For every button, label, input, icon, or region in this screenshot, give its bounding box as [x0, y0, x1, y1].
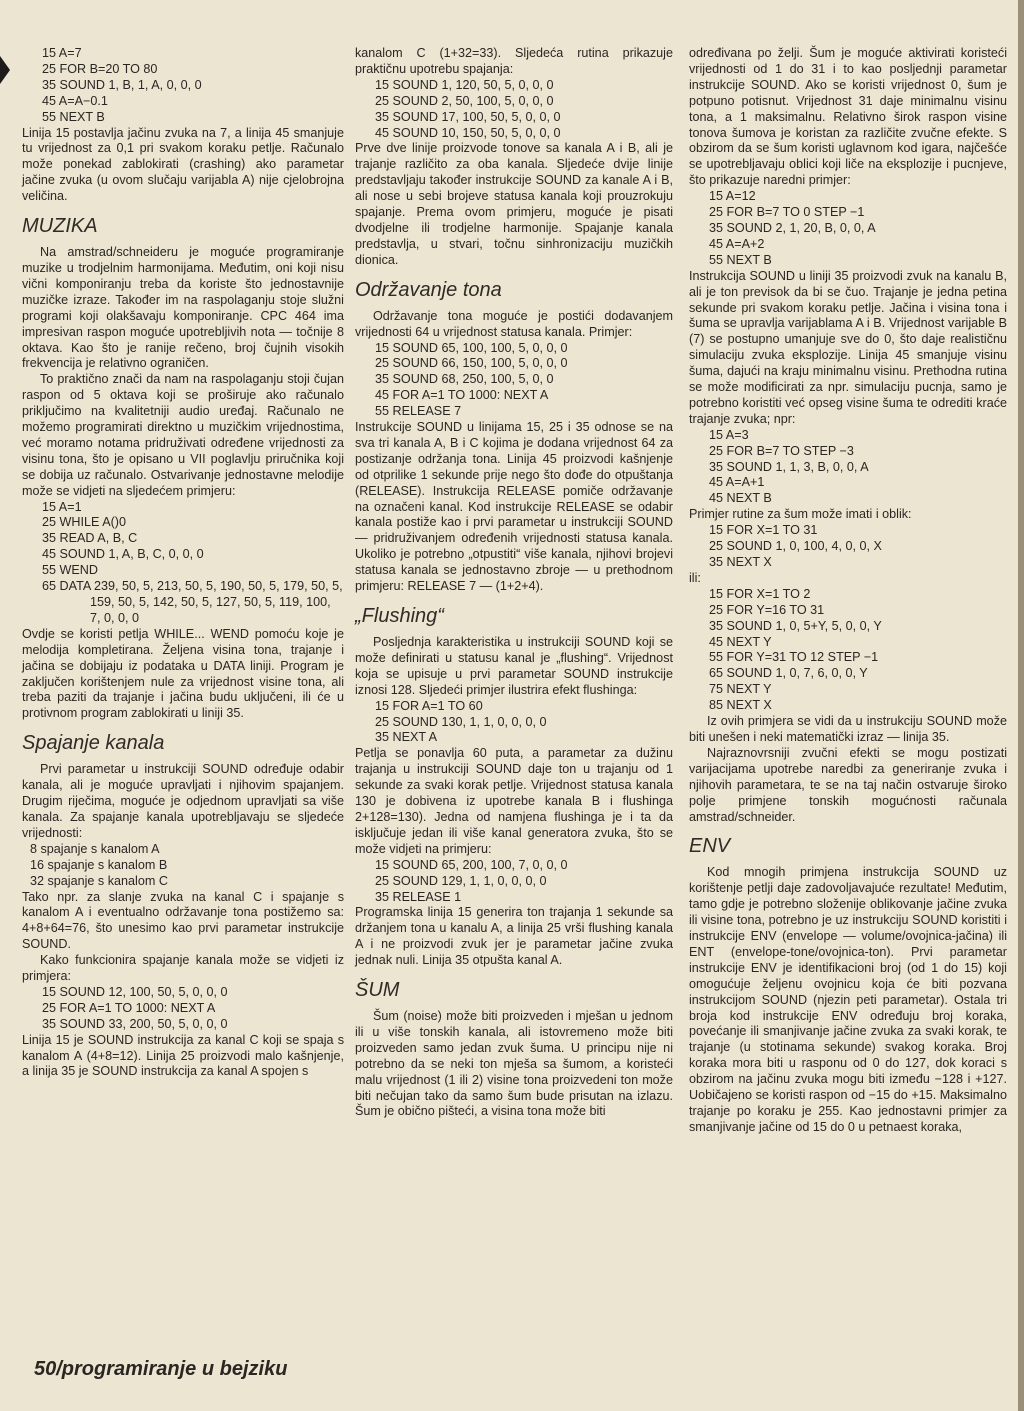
- code-line: 35 RELEASE 1: [375, 889, 462, 904]
- code-line: 55 NEXT B: [709, 252, 772, 267]
- code-line: 55 RELEASE 7: [375, 404, 462, 419]
- heading-spajanje-kanala: Spajanje kanala: [22, 732, 165, 755]
- code-line: 35 SOUND 1, 0, 5+Y, 5, 0, 0, Y: [709, 618, 882, 633]
- code-block-explosion: [689, 189, 1007, 269]
- code-line: 25 WHILE A()0: [42, 515, 126, 530]
- paragraph: Tako npr. za slanje zvuka na kanal C i spajanje s kanalom A i eventualno održavanje tona postižemo sa: 4+8+64=76, što unesimo kao prvi parametar instrukcije SOUND.: [22, 889, 344, 952]
- paragraph: Najraznovrsniji zvučni efekti se mogu postizati varijacijama upotrebe naredbi za generiranje zvuka i njihovih parametara, te se na taj način ostvaruje široko polje primjene tonskih mogućnosti računala amstrad/schneider.: [689, 745, 1007, 824]
- code-line: 45 A=A+2: [709, 236, 765, 251]
- page-edge: [1018, 0, 1024, 1411]
- paragraph: Programska linija 15 generira ton trajanja 1 sekunde sa držanjem tona u kanalu A, a linija 25 vrši flushing kanala A i ne proizvodi zvuk jer je parametar jačine zvuka jednak nuli. Linija 35 otpušta kanal A.: [355, 905, 673, 968]
- paragraph: Prve dve linije proizvode tonove sa kanala A i B, ali je trajanje različito za oba kanala. Sljedeće dvije linije predstavljaju također instrukcije SOUND za kanale A i B, ali nose u sebi brojeve statusa kanala koji prouzrokuju spajanje. Prema ovom primjeru, moguće je pisati dvodjelne ili trodjelne harmonije. Spajanje kanala predstavlja, u stvari, točnu sinhronizaciju muzičkih dionica.: [355, 141, 673, 267]
- code-block-sustain: [355, 341, 673, 421]
- paragraph: Kod mnogih primjena instrukcija SOUND uz korištenje petlji daje zadovoljavajuće rezultate! Međutim, tamo gdje je potrebno složenije oblikovanje jačine zvuka ili visine tona, potrebno je uz instrukciju SOUND koristiti i instrukcije ENV (envelope — volume/ovojnica-jačina) ili ENT (envelope-tone/ovojnica-ton). Prvi parametar instrukcije ENV je identifikacioni broj (od 1 do 15) koji omogućuje željenu ovojnicu koja će biti pozvana instrukcijom SOUND (njezin peti parametar). Ostala tri broja kod instrukcije ENV određuju broj koraka, povećanje ili smanjivanje jačine zvuka za svaki korak, te trajanje (u stotinama sekunde) svakog koraka. Broj koraka mora biti u rasponu od 0 do 127, dok koraci s obzirom na jačinu zvuka mogu biti između −128 i +127. Uobičajeno se koristi raspon od −15 do +15. Maksimalno trajanje po koraku je 255. Kao jednostavni primjer za smanjivanje jačine od 15 do 0 u petnaest koraka,: [689, 865, 1007, 1134]
- code-block-melody: [22, 500, 344, 627]
- code-line: 25 FOR B=7 TO STEP −3: [709, 443, 854, 458]
- code-line: 15 A=12: [709, 189, 756, 204]
- code-line: 25 FOR A=1 TO 1000: NEXT A: [42, 1000, 216, 1015]
- code-line: 65 DATA 239, 50, 5, 213, 50, 5, 190, 50, 5, 179, 50, 5, 159, 50, 5, 142, 50, 5, 127, 50, 5, 119, 100, 7, 0, 0, 0: [42, 579, 343, 625]
- code-block-gunshot: [689, 428, 1007, 508]
- code-block-join-routine: [355, 78, 673, 142]
- page-footer: 50/programiranje u bejziku: [34, 1358, 288, 1380]
- list-item: 16 spajanje s kanalom B: [30, 857, 168, 872]
- paragraph: Šum (noise) može biti proizveden i mješan u jednom ili u više tonskih kanala, ali istovremeno može biti proizveden samo jedan zvuk šuma. U principu nije ni potrebno da se neki ton mješa sa šumom, a koristeći malu vrijednost (1 ili 2) visine tona proizvedeni ton može biti nečujan tako da samo šum bude prisutan na izlazu. Šum je obično pištеći, a visina tona može biti: [355, 1009, 673, 1119]
- code-line: 25 SOUND 1, 0, 100, 4, 0, 0, X: [709, 539, 882, 554]
- page-marker-triangle: [0, 56, 10, 84]
- code-line: 35 SOUND 33, 200, 50, 5, 0, 0, 0: [42, 1016, 228, 1031]
- paragraph: Iz ovih primjera se vidi da u instrukciju SOUND može biti unešen i neki matematički izraz — linija 35.: [689, 714, 1007, 744]
- code-block-noise-1: [689, 523, 1007, 571]
- paragraph: Na amstrad/schneideru je moguće programiranje muzike u trodjelnim harmonijama. Međutim, oni koji nisu vični komponiranju treba da koriste što jednostavnije muzičke izraze. Također im na raspolaganju stoje služni programi koji olakšavaju komponiranje. CPC 464 ima impresivan raspon moguće upotrebljivih nota — točnije 8 oktava. Kao što je ranije rečeno, broj čujnih visokih frekvencija je relativno ograničen.: [22, 245, 344, 371]
- paragraph: Primjer rutine za šum može imati i oblik:: [689, 507, 912, 522]
- code-block-flushing: [355, 699, 673, 747]
- code-line: 45 A=A+1: [709, 475, 765, 490]
- paragraph: Linija 15 je SOUND instrukcija za kanal C koji se spaja s kanalom A (4+8=12). Linija 25 proizvodi malo kašnjenje, a linija 35 je SOUND instrukcija za kanal A spojen s: [22, 1032, 344, 1079]
- code-block-volume-loop: [22, 46, 344, 126]
- code-line: 45 FOR A=1 TO 1000: NEXT A: [375, 388, 549, 403]
- code-line: 15 A=3: [709, 427, 749, 442]
- paragraph: Petlja se ponavlja 60 puta, a parametar za dužinu trajanja u instrukciji SOUND daje ton u trajanju od 1 sekunde za svaki korak petlje. Vrijednost statusa kanala 130 je dobivena iz upotrebe kanala B i flushinga 2+128=130). Jedna od namjena flushinga je i ta da isključuje jedan ili više kanal generatora zvuka, što se može vidjeti na primjeru:: [355, 746, 673, 856]
- paragraph: Ovdje se koristi petlja WHILE... WEND pomoću koje je melodija kompletirana. Željena visina tona, trajanje i jačina se dobijaju iz podataka u DATA liniji. Program je zaključen korištenjem nule za vrijednost visine tona, ali treba paziti da trajanje i jačina budu uključeni, ili će u protivnom program zablokirati u liniji 35.: [22, 626, 344, 721]
- heading-muzika: MUZIKA: [22, 215, 98, 238]
- list-item: 32 spajanje s kanalom C: [30, 873, 168, 888]
- code-line: 25 FOR Y=16 TO 31: [709, 602, 825, 617]
- paragraph: Instrukcija SOUND u liniji 35 proizvodi zvuk na kanalu B, ali je ton previsok da bi se čuo. Trajanje je jedna petina sekunde pri svakom koraku petlje. Jačina i visina tona i šuma se upravlja varijablama A i B. Vrijednost varijable B (7) se postupno umanjuje sve do 0, što daje realističnu simulaciju zvuka eksplozije. Linija 45 smanjuje visinu šuma, dajući na kraju minimalnu visinu. Prethodna rutina se može modificirati za npr. simulaciju pucnja, samo je potrebno koristiti već opseg visine šuma te odrediti kraće trajanje zvuka; npr:: [689, 268, 1007, 426]
- column-1: [22, 46, 344, 1080]
- code-line: 85 NEXT X: [709, 698, 772, 713]
- code-line: 35 SOUND 17, 100, 50, 5, 0, 0, 0: [375, 109, 561, 124]
- paragraph: kanalom C (1+32=33). Sljedeća rutina prikazuje praktičnu upotrebu spajanja:: [355, 46, 673, 76]
- paragraph: To praktično znači da nam na raspolaganju stoji čujan raspon od 5 oktava koji se proširuje ako računalo priključimo na kvalitetniji audio uređaj. Računalo ne možemo programirati direktno u muzičkim vrijednostima, već moramo notama pridruživati određene vrijednosti za visinu tona, što je opisano u VII poglavlju priručnika koji se dobija uz računalo. Ostvarivanje jednostavne melodije može se vidjeti na sljedećem primjeru:: [22, 372, 344, 498]
- heading-env: ENV: [689, 835, 731, 858]
- paragraph: Održavanje tona moguće je postići dodavanjem vrijednosti 64 u vrijednost statusa kanala. Primjer:: [355, 308, 673, 339]
- code-line: 55 WEND: [42, 563, 98, 578]
- code-line: 25 SOUND 130, 1, 1, 0, 0, 0, 0: [375, 714, 547, 729]
- code-line: 75 NEXT Y: [709, 682, 772, 697]
- code-line: 45 NEXT B: [709, 491, 772, 506]
- code-line: 15 FOR A=1 TO 60: [375, 698, 483, 713]
- code-line: 45 SOUND 1, A, B, C, 0, 0, 0: [42, 547, 204, 562]
- code-block-channel-join: [22, 985, 344, 1033]
- code-block-flushing-release: [355, 858, 673, 906]
- code-line: 25 FOR B=20 TO 80: [42, 61, 158, 76]
- heading-sum: ŠUM: [355, 979, 400, 1002]
- heading-flushing: „Flushing“: [355, 605, 444, 627]
- code-line: 35 NEXT X: [709, 555, 772, 569]
- code-line: 15 SOUND 12, 100, 50, 5, 0, 0, 0: [42, 984, 228, 999]
- code-line: 45 A=A−0.1: [42, 93, 108, 108]
- code-line: 45 NEXT Y: [709, 634, 772, 649]
- code-line: 35 READ A, B, C: [42, 531, 138, 546]
- heading-odrzavanje-tona: Održavanje tona: [355, 278, 502, 301]
- channel-values-list: [22, 842, 344, 890]
- column-2: [355, 46, 673, 1120]
- code-line: 35 NEXT A: [375, 730, 438, 745]
- code-line: 25 SOUND 66, 150, 100, 5, 0, 0, 0: [375, 356, 568, 371]
- code-line: 15 SOUND 1, 120, 50, 5, 0, 0, 0: [375, 77, 554, 92]
- code-block-noise-2: [689, 587, 1007, 714]
- paragraph: Instrukcije SOUND u linijama 15, 25 i 35 odnose se na sva tri kanala A, B i C kojima je dodana vrijednost 64 za postizanje održanja tona. Linija 45 proizvodi kašnjenje od otprilike 1 sekunde prije nego što dođe do otpuštanja (RELEASE). Instrukcija RELEASE pomiče održavanje na označeni kanal. Kod instrukcije RELEASE se odabir kanala postiže kao i prvi parametar u instrukciji SOUND — pridruživanjem određenih vrijednosti statusa kanala. Ukoliko je potrebno „otpustiti“ više kanala, njihovi brojevi statusa kanala se jednostavno zbroje — u prethodnom primjeru: RELEASE 7 — (1+2+4).: [355, 420, 673, 594]
- code-line: 15 FOR X=1 TO 2: [709, 586, 811, 601]
- paragraph: Posljednja karakteristika u instrukciji SOUND koji se može definirati u statusu kanal je „flushing“. Vrijednost koja se upisuje u prvi parametar SOUND instrukcije iznosi 128. Sljedeći primjer ilustrira efekt flushinga:: [355, 635, 673, 697]
- code-line: 25 FOR B=7 TO 0 STEP −1: [709, 205, 865, 220]
- code-line: 15 A=1: [42, 499, 82, 514]
- code-line: 45 SOUND 10, 150, 50, 5, 0, 0, 0: [375, 125, 561, 140]
- code-line: 65 SOUND 1, 0, 7, 6, 0, 0, Y: [709, 666, 868, 681]
- code-line: 15 SOUND 65, 100, 100, 5, 0, 0, 0: [375, 340, 568, 355]
- code-line: 55 FOR Y=31 TO 12 STEP −1: [709, 650, 879, 665]
- code-line: 15 SOUND 65, 200, 100, 7, 0, 0, 0: [375, 857, 568, 872]
- code-line: 25 SOUND 2, 50, 100, 5, 0, 0, 0: [375, 93, 554, 108]
- code-line: 55 NEXT B: [42, 109, 105, 124]
- list-item: 8 spajanje s kanalom A: [30, 841, 160, 856]
- paragraph: Prvi parametar u instrukciji SOUND određuje odabir kanala, ali je moguće upravljati i njihovim spajanjem. Drugim riječima, moguće je odjednom upravljati sa više kanala. Za spajanje kanala upotrebljavaju se sljedeće vrijednosti:: [22, 762, 344, 840]
- code-line: 35 SOUND 1, 1, 3, B, 0, 0, A: [709, 459, 869, 474]
- code-line: 25 SOUND 129, 1, 1, 0, 0, 0, 0: [375, 873, 547, 888]
- code-line: 35 SOUND 1, B, 1, A, 0, 0, 0: [42, 77, 202, 92]
- code-line: 15 A=7: [42, 46, 82, 60]
- paragraph-ili: ili:: [689, 570, 701, 585]
- column-3: [689, 46, 1007, 1136]
- code-line: 15 FOR X=1 TO 31: [709, 523, 818, 538]
- paragraph: određivana po želji. Šum je moguće aktivirati koristeći vrijednosti od 1 do 31 i to kao posljednji parametar instrukcije SOUND. Ako se koristi vrijednost 0, šum je potpuno potisnut. Vrijednost 31 daje minimalnu visinu tona, a 1 maksimalnu. Relativno širok raspon visine tonova šumova je koristan za različite zvučne efekte. S obzirom da se šum koristi uglavnom kod igara, najčešće se upotrebljavaju oblici koji liče na eksplozije i pucnjeve, što prikazuje naredni primjer:: [689, 46, 1007, 188]
- code-line: 35 SOUND 68, 250, 100, 5, 0, 0: [375, 372, 554, 387]
- paragraph: Kako funkcionira spajanje kanala može se vidjeti iz primjera:: [22, 953, 344, 984]
- paragraph: Linija 15 postavlja jačinu zvuka na 7, a linija 45 smanjuje tu vrijednost za 0,1 pri svakom koraku petlje. Računalo može ponekad zablokirati (crashing) ako parametar jačine zvuka (u ovom slučaju varijabla A) nije cjelobrojna veličina.: [22, 125, 344, 204]
- code-line: 35 SOUND 2, 1, 20, B, 0, 0, A: [709, 220, 876, 235]
